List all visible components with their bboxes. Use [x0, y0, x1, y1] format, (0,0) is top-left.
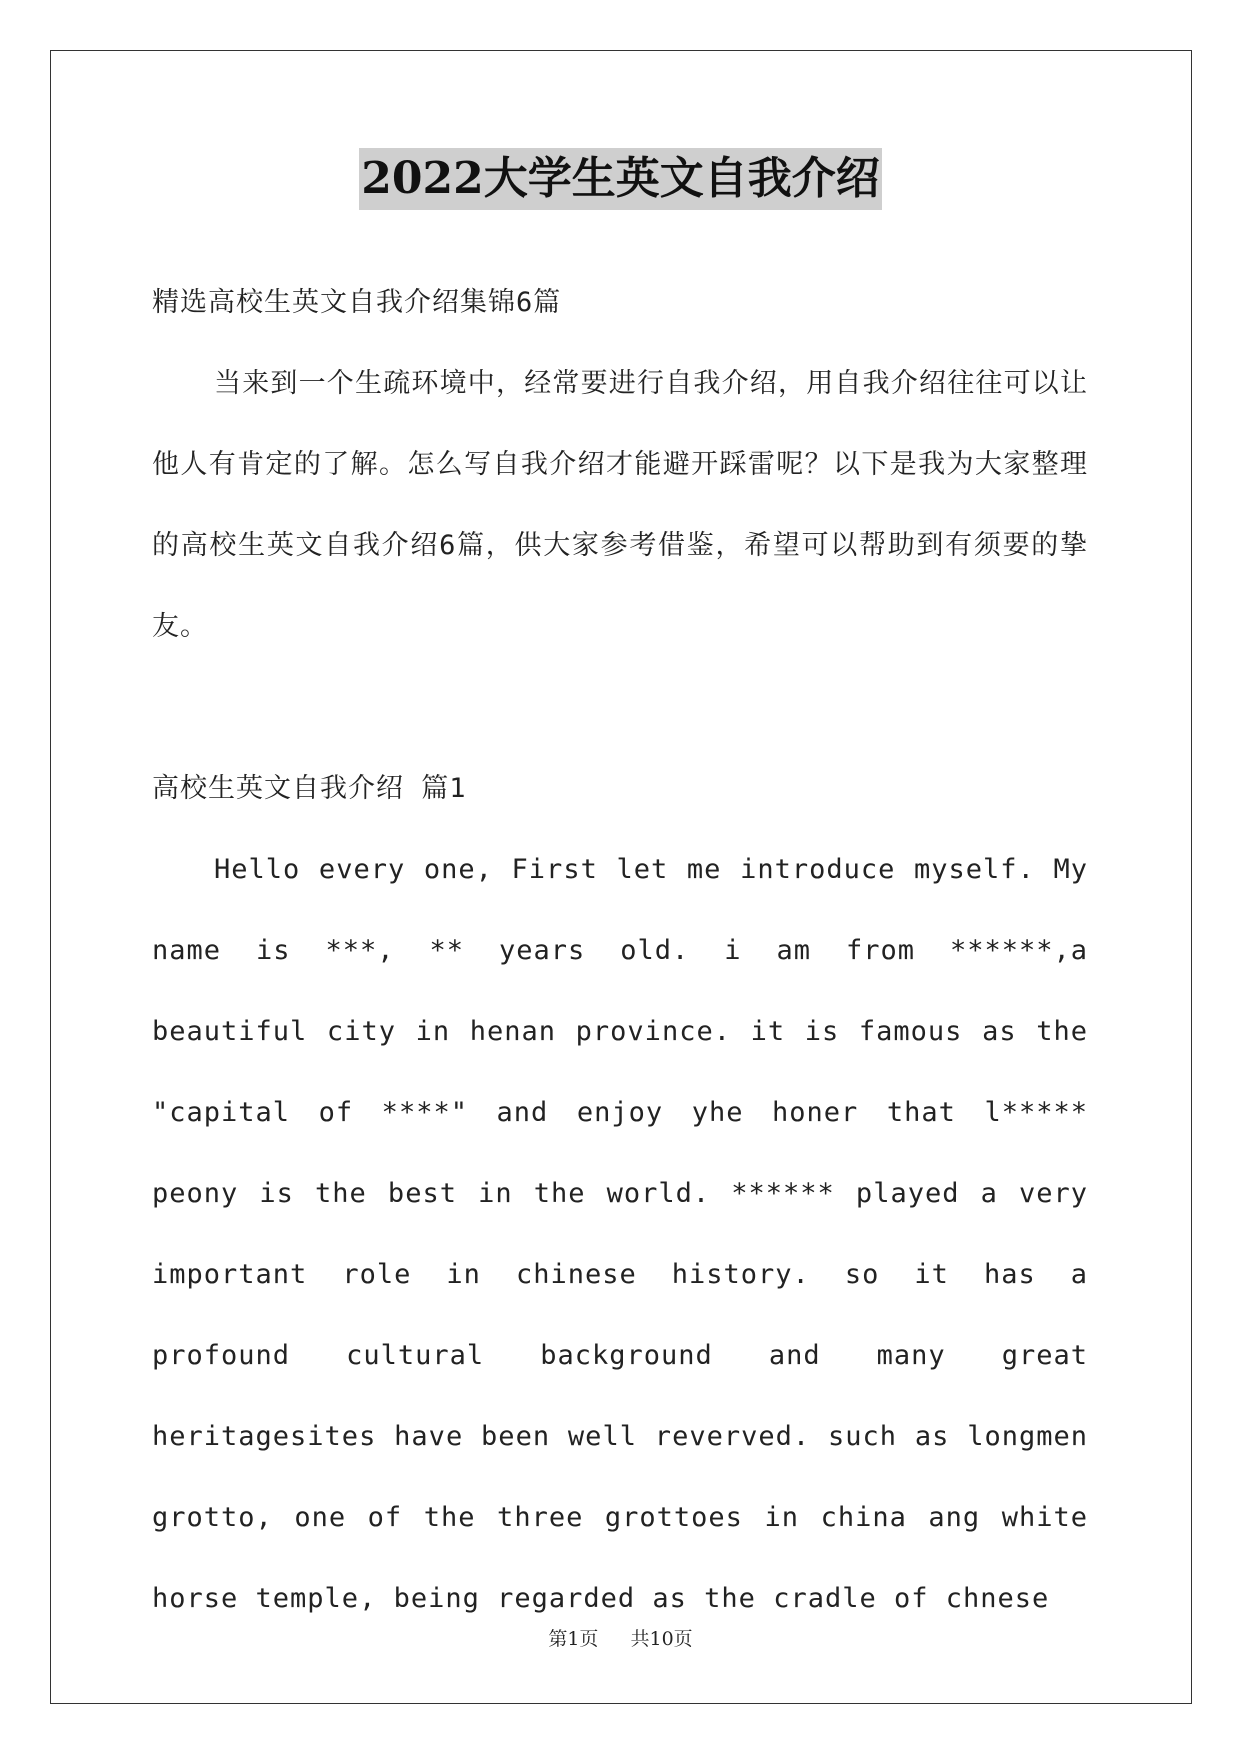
paragraph-spacer [152, 667, 1088, 748]
document-subtitle: 精选高校生英文自我介绍集锦6篇 [152, 287, 562, 318]
section-heading: 高校生英文自我介绍 篇1 [152, 773, 467, 804]
page-number-current: 第1页 [548, 1628, 599, 1650]
intro-paragraph: 当来到一个生疏环境中，经常要进行自我介绍，用自我介绍往往可以让他人有肯定的了解。怎么写自我介绍才能避开踩雷呢？以下是我为大家整理的高校生英文自我介绍6篇，供大家参考借鉴，希望可以帮助到有须要的挚友。 [152, 368, 1088, 642]
page-footer [0, 1624, 1241, 1651]
document-body [152, 262, 1088, 1639]
document-title: 2022大学生英文自我介绍 [359, 148, 881, 210]
page-number-total: 共10页 [630, 1628, 693, 1650]
section-body-paragraph: Hello every one, First let me introduce myself. My name is ***, ** years old. i am from ******,a beautiful city in henan province. it is famous as the "capital of ****" and enjoy yhe honer that l***** peony is the best in the world. ****** played a very important role in chinese history. so it has a profound cultural background and many great heritagesites have been well reverved. such as longmen grotto, one of the three grottoes in china ang white horse temple, being regarded as the cradle of chnese [152, 854, 1088, 1614]
title-container [0, 148, 1241, 210]
